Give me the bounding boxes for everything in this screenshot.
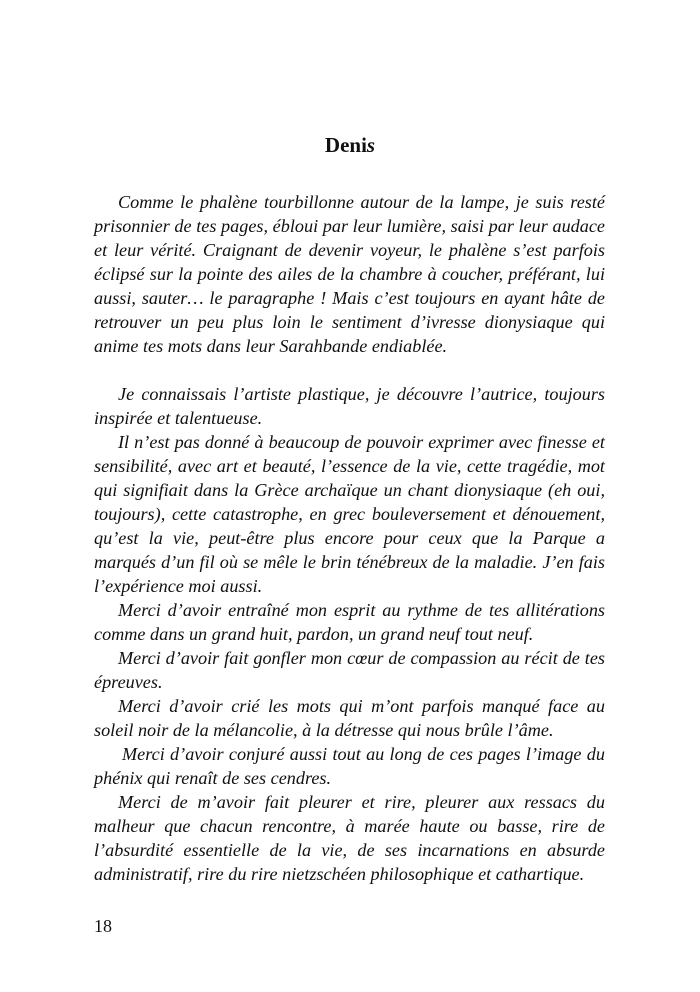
paragraph-3: Il n’est pas donné à beaucoup de pouvoir exprimer avec finesse et sensibilité, avec art et beauté, l’essence de la vie, cette tragédie, mot qui signifiait dans la Grèce archaïque un chant dionysiaque (eh oui, toujours), cette catastrophe, en grec bouleversement et dénouement, qu’est la vie, peut-être plus encore pour ceux que la Parque a marqués d’un fil où se mêle le brin ténébreux de la maladie. J’en fais l’expérience moi aussi.: [94, 432, 605, 596]
body-text: [94, 190, 605, 886]
paragraph-5: Merci d’avoir fait gonfler mon cœur de compassion au récit de tes épreuves.: [94, 648, 605, 692]
paragraph-7: Merci d’avoir conjuré aussi tout au long de ces pages l’image du phénix qui renaît de ses cendres.: [94, 744, 605, 788]
title-main: Deni: [324, 133, 367, 157]
title-italic-letter: s: [366, 133, 376, 157]
chapter-title: [0, 131, 700, 159]
page-number: 18: [94, 916, 112, 936]
paragraph-1: Comme le phalène tourbillonne autour de la lampe, je suis resté prisonnier de tes pages, ébloui par leur lumière, saisi par leur audace et leur vérité. Craignant de devenir voyeur, le phalène s’est parfois éclipsé sur la pointe des ailes de la chambre à coucher, préférant, lui aussi, sauter… le paragraphe ! Mais c’est toujours en ayant hâte de retrouver un peu plus loin le sentiment d’ivresse dionysiaque qui anime tes mots dans leur Sarahbande endiablée.: [94, 192, 605, 356]
paragraph-4: Merci d’avoir entraîné mon esprit au rythme de tes allitérations comme dans un grand huit, pardon, un grand neuf tout neuf.: [94, 600, 605, 644]
paragraph-2: Je connaissais l’artiste plastique, je découvre l’autrice, toujours inspirée et talentueuse.: [94, 384, 605, 428]
paragraph-6: Merci d’avoir crié les mots qui m’ont parfois manqué face au soleil noir de la mélancolie, à la détresse qui nous brûle l’âme.: [94, 696, 605, 740]
paragraph-8: Merci de m’avoir fait pleurer et rire, pleurer aux ressacs du malheur que chacun rencontre, à marée haute ou basse, rire de l’absurdité essentielle de la vie, de ses incarnations en absurde administratif, rire du rire nietzschéen philosophique et cathartique.: [94, 792, 605, 884]
